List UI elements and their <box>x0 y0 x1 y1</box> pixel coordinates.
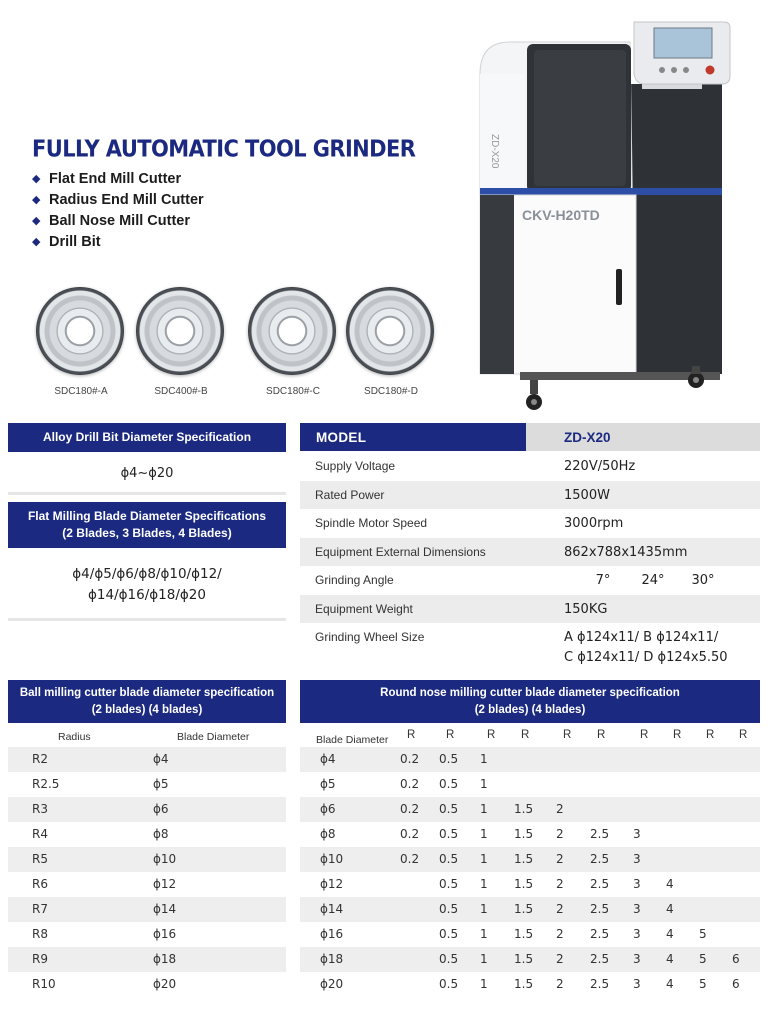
column-header-blade-diameter: Blade Diameter <box>177 731 250 743</box>
feature-list <box>32 168 204 252</box>
blade-diameter-cell: ϕ8 <box>320 827 336 841</box>
radius-value-cell: 2.5 <box>590 877 610 891</box>
radius-value-cell: 2.5 <box>590 927 610 941</box>
radius-value-cell: 0.5 <box>439 852 459 866</box>
radius-cell: R7 <box>32 902 48 916</box>
table-row <box>8 747 286 772</box>
divider <box>8 618 286 621</box>
radius-value-cell: 4 <box>666 927 674 941</box>
radius-value-cell: 5 <box>699 977 707 991</box>
blade-diameter-cell: ϕ16 <box>320 927 344 941</box>
radius-value-cell: 2.5 <box>590 952 610 966</box>
blade-diameter-cell: ϕ18 <box>320 952 344 966</box>
radius-value-cell: 3 <box>633 952 641 966</box>
round-nose-header: Round nose milling cutter blade diameter specification (2 blades) (4 blades) <box>300 680 760 723</box>
blade-diameter-cell: ϕ4 <box>320 752 336 766</box>
radius-value-cell: 4 <box>666 902 674 916</box>
radius-value-cell: 2 <box>556 927 564 941</box>
radius-value-cell: 0.2 <box>400 752 420 766</box>
radius-value-cell: 2.5 <box>590 852 610 866</box>
radius-value-cell: 3 <box>633 927 641 941</box>
radius-value-cell: 1 <box>480 902 488 916</box>
feature-item: ◆ Drill Bit <box>32 233 101 250</box>
radius-value-cell: 2 <box>556 827 564 841</box>
blade-diameter-cell: ϕ5 <box>320 777 336 791</box>
radius-value-cell: 3 <box>633 877 641 891</box>
radius-value-cell: 0.5 <box>439 827 459 841</box>
radius-value-cell: 1.5 <box>514 977 534 991</box>
wheel-label-b: SDC400#-B <box>154 386 208 397</box>
table-row <box>8 797 286 822</box>
radius-value-cell: 2.5 <box>590 827 610 841</box>
radius-value-cell: 4 <box>666 877 674 891</box>
spec-row: Supply Voltage 220V/50Hz <box>315 458 636 474</box>
diamond-bullet-icon: ◆ <box>32 236 41 248</box>
radius-cell: R10 <box>32 977 56 991</box>
radius-value-cell: 1 <box>480 952 488 966</box>
table-row <box>8 822 286 847</box>
radius-value-cell: 2 <box>556 902 564 916</box>
machine-model-label: CKV-H20TD <box>522 207 600 223</box>
blade-diameter-cell: ϕ10 <box>153 852 177 866</box>
radius-value-cell: 1.5 <box>514 852 534 866</box>
column-header-r: R <box>640 729 649 741</box>
wheel-label-d: SDC180#-D <box>364 386 418 397</box>
radius-value-cell: 1 <box>480 827 488 841</box>
radius-value-cell: 0.5 <box>439 902 459 916</box>
diamond-bullet-icon: ◆ <box>32 173 41 185</box>
grinding-wheel-image-b <box>136 287 228 379</box>
column-header-r: R <box>563 729 572 741</box>
blade-diameter-cell: ϕ10 <box>320 852 344 866</box>
radius-value-cell: 6 <box>732 952 740 966</box>
spec-row: Grinding Wheel Size A ϕ124x11/ B ϕ124x11/ C ϕ124x11/ D ϕ124x5.50 <box>315 630 728 665</box>
radius-value-cell: 2 <box>556 802 564 816</box>
radius-value-cell: 0.5 <box>439 752 459 766</box>
grinding-wheel-image-a <box>36 287 128 379</box>
table-row <box>8 872 286 897</box>
table-row <box>300 847 760 872</box>
radius-value-cell: 1 <box>480 777 488 791</box>
radius-value-cell: 4 <box>666 952 674 966</box>
radius-value-cell: 5 <box>699 952 707 966</box>
radius-value-cell: 1.5 <box>514 927 534 941</box>
radius-value-cell: 3 <box>633 902 641 916</box>
radius-value-cell: 3 <box>633 977 641 991</box>
radius-value-cell: 0.2 <box>400 827 420 841</box>
model-header-label: MODEL <box>300 423 526 451</box>
alloy-drill-value: ϕ4~ϕ20 <box>120 466 174 481</box>
radius-value-cell: 1.5 <box>514 827 534 841</box>
blade-diameter-cell: ϕ20 <box>153 977 177 991</box>
radius-value-cell: 0.2 <box>400 777 420 791</box>
table-row <box>300 897 760 922</box>
spec-row: Spindle Motor Speed 3000rpm <box>315 515 624 531</box>
radius-value-cell: 1 <box>480 752 488 766</box>
grinding-angle-values: 7° 24° 30° <box>595 572 715 588</box>
blade-diameter-cell: ϕ6 <box>153 802 169 816</box>
radius-value-cell: 2 <box>556 952 564 966</box>
table-row <box>8 897 286 922</box>
spec-row: Equipment Weight 150KG <box>300 595 760 623</box>
radius-cell: R3 <box>32 802 48 816</box>
column-header-r: R <box>407 729 416 741</box>
radius-value-cell: 1 <box>480 802 488 816</box>
tool-grinder-machine-image <box>470 14 738 414</box>
wheel-label-a: SDC180#-A <box>54 386 108 397</box>
column-header-radius: Radius <box>58 731 91 743</box>
column-header-r: R <box>673 729 682 741</box>
blade-diameter-cell: ϕ18 <box>153 952 177 966</box>
radius-value-cell: 1.5 <box>514 877 534 891</box>
table-row <box>300 822 760 847</box>
radius-value-cell: 0.5 <box>439 952 459 966</box>
table-row <box>8 972 286 997</box>
blade-diameter-cell: ϕ20 <box>320 977 344 991</box>
diamond-bullet-icon: ◆ <box>32 194 41 206</box>
radius-value-cell: 3 <box>633 827 641 841</box>
machine-side-mark: ZD-X20 <box>489 134 500 169</box>
flat-milling-value: ϕ4/ϕ5/ϕ6/ϕ8/ϕ10/ϕ12/ ϕ14/ϕ16/ϕ18/ϕ20 <box>72 566 222 603</box>
spec-row: Grinding Angle 7° 24° 30° <box>300 566 760 594</box>
column-header-r: R <box>487 729 496 741</box>
blade-diameter-cell: ϕ4 <box>153 752 169 766</box>
spec-row: Rated Power 1500W <box>300 481 760 509</box>
table-row <box>300 772 760 797</box>
radius-cell: R5 <box>32 852 48 866</box>
spec-row: Equipment External Dimensions 862x788x1435mm <box>300 538 760 566</box>
radius-value-cell: 1.5 <box>514 952 534 966</box>
table-row <box>300 747 760 772</box>
radius-value-cell: 1 <box>480 977 488 991</box>
blade-diameter-cell: ϕ16 <box>153 927 177 941</box>
radius-value-cell: 6 <box>732 977 740 991</box>
grinding-wheel-image-d <box>346 287 438 379</box>
table-row <box>8 772 286 797</box>
radius-value-cell: 2 <box>556 877 564 891</box>
radius-value-cell: 1.5 <box>514 802 534 816</box>
model-table-header <box>300 423 760 451</box>
wheel-label-c: SDC180#-C <box>266 386 320 397</box>
blade-diameter-cell: ϕ6 <box>320 802 336 816</box>
page-title: FULLY AUTOMATIC TOOL GRINDER <box>32 136 416 162</box>
radius-value-cell: 2 <box>556 852 564 866</box>
radius-value-cell: 0.5 <box>439 977 459 991</box>
radius-value-cell: 1.5 <box>514 902 534 916</box>
column-header-r: R <box>597 729 606 741</box>
table-row <box>300 872 760 897</box>
radius-value-cell: 5 <box>699 927 707 941</box>
blade-diameter-cell: ϕ5 <box>153 777 169 791</box>
table-row <box>8 947 286 972</box>
table-row <box>300 797 760 822</box>
radius-cell: R6 <box>32 877 48 891</box>
radius-value-cell: 2.5 <box>590 977 610 991</box>
radius-cell: R2 <box>32 752 48 766</box>
alloy-drill-header: Alloy Drill Bit Diameter Specification <box>8 423 286 452</box>
column-header-r: R <box>521 729 530 741</box>
ball-milling-header: Ball milling cutter blade diameter specification (2 blades) (4 blades) <box>8 680 286 723</box>
table-row <box>8 847 286 872</box>
column-header-r: R <box>446 729 455 741</box>
model-header-value: ZD-X20 <box>526 423 760 451</box>
column-header-r: R <box>706 729 715 741</box>
blade-diameter-cell: ϕ14 <box>153 902 177 916</box>
radius-value-cell: 0.5 <box>439 802 459 816</box>
radius-value-cell: 2 <box>556 977 564 991</box>
feature-item: ◆ Radius End Mill Cutter <box>32 191 204 208</box>
feature-item: ◆ Flat End Mill Cutter <box>32 170 182 187</box>
table-row <box>300 922 760 947</box>
blade-diameter-cell: ϕ8 <box>153 827 169 841</box>
radius-value-cell: 1 <box>480 877 488 891</box>
table-row <box>300 947 760 972</box>
flat-milling-header: Flat Milling Blade Diameter Specifications (2 Blades, 3 Blades, 4 Blades) <box>8 502 286 548</box>
blade-diameter-cell: ϕ14 <box>320 902 344 916</box>
radius-cell: R4 <box>32 827 48 841</box>
radius-value-cell: 0.2 <box>400 802 420 816</box>
radius-cell: R2.5 <box>32 777 60 791</box>
table-row <box>8 922 286 947</box>
divider <box>8 492 286 495</box>
radius-value-cell: 2.5 <box>590 902 610 916</box>
radius-cell: R8 <box>32 927 48 941</box>
radius-value-cell: 0.5 <box>439 777 459 791</box>
radius-value-cell: 1 <box>480 927 488 941</box>
diamond-bullet-icon: ◆ <box>32 215 41 227</box>
radius-value-cell: 1 <box>480 852 488 866</box>
blade-diameter-cell: ϕ12 <box>320 877 344 891</box>
radius-value-cell: 3 <box>633 852 641 866</box>
radius-value-cell: 0.2 <box>400 852 420 866</box>
grinding-wheel-image-c <box>248 287 340 379</box>
table-row <box>300 972 760 997</box>
radius-value-cell: 4 <box>666 977 674 991</box>
column-header-blade-diameter: Blade Diameter <box>316 734 389 746</box>
feature-item: ◆ Ball Nose Mill Cutter <box>32 212 190 229</box>
blade-diameter-cell: ϕ12 <box>153 877 177 891</box>
radius-value-cell: 0.5 <box>439 877 459 891</box>
radius-cell: R9 <box>32 952 48 966</box>
radius-value-cell: 0.5 <box>439 927 459 941</box>
column-header-r: R <box>739 729 748 741</box>
